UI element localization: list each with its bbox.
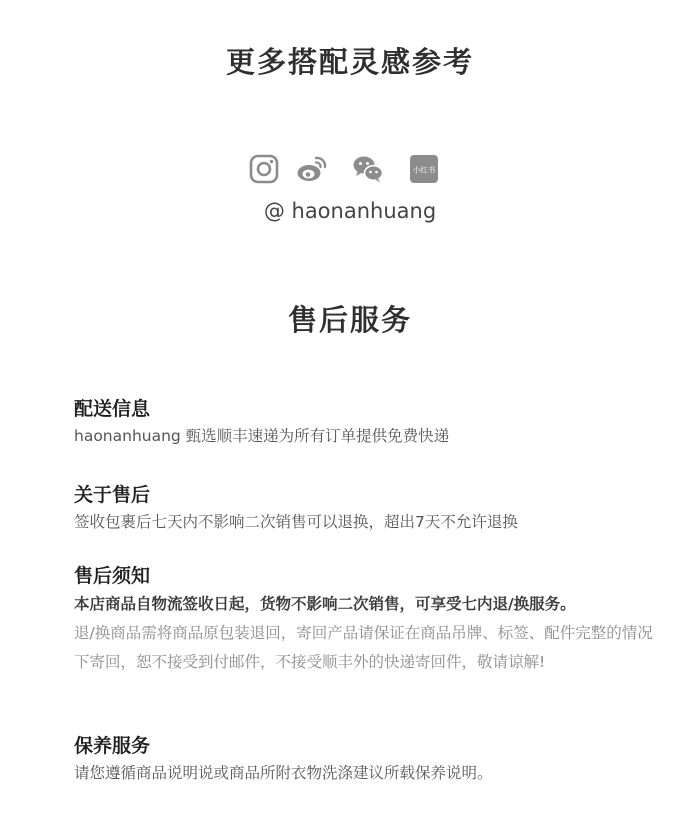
about-aftersales-section	[74, 482, 654, 534]
aftersales-notice-highlight: 本店商品自物流签收日起，货物不影响二次销售，可享受七内退/换服务。	[74, 595, 576, 613]
shipping-info-section	[74, 396, 654, 448]
aftersales-notice-details: 退/换商品需将商品原包装退回，寄回产品请保证在商品吊牌、标签、配件完整的情况下寄回，恕不接受到付邮件，不接受顺丰外的快递寄回件，敬请谅解!	[74, 624, 653, 671]
care-service-section	[74, 733, 654, 785]
svg-text:小红书: 小红书	[412, 165, 436, 175]
wechat-icon[interactable]	[352, 153, 384, 185]
shipping-info-heading: 配送信息	[74, 398, 151, 420]
care-service-text: 请您遵循商品说明说或商品所附衣物洗涤建议所载保养说明。	[74, 764, 493, 782]
instagram-icon[interactable]	[248, 153, 280, 185]
care-service-heading: 保养服务	[74, 735, 151, 757]
social-handle: @ haonanhuang	[263, 199, 437, 223]
service-title: 售后服务	[287, 303, 412, 337]
xiaohongshu-icon[interactable]	[408, 153, 440, 185]
weibo-icon[interactable]	[296, 153, 328, 185]
aftersales-notice-section	[74, 563, 654, 677]
about-aftersales-heading: 关于售后	[74, 484, 151, 506]
aftersales-notice-heading: 售后须知	[74, 565, 151, 587]
about-aftersales-text: 签收包裹后七天内不影响二次销售可以退换，超出7天不允许退换	[74, 513, 518, 531]
shipping-info-text: haonanhuang 甄选顺丰速递为所有订单提供免费快递	[74, 427, 450, 445]
inspiration-title: 更多搭配灵感参考	[225, 45, 474, 79]
social-links	[248, 153, 448, 187]
